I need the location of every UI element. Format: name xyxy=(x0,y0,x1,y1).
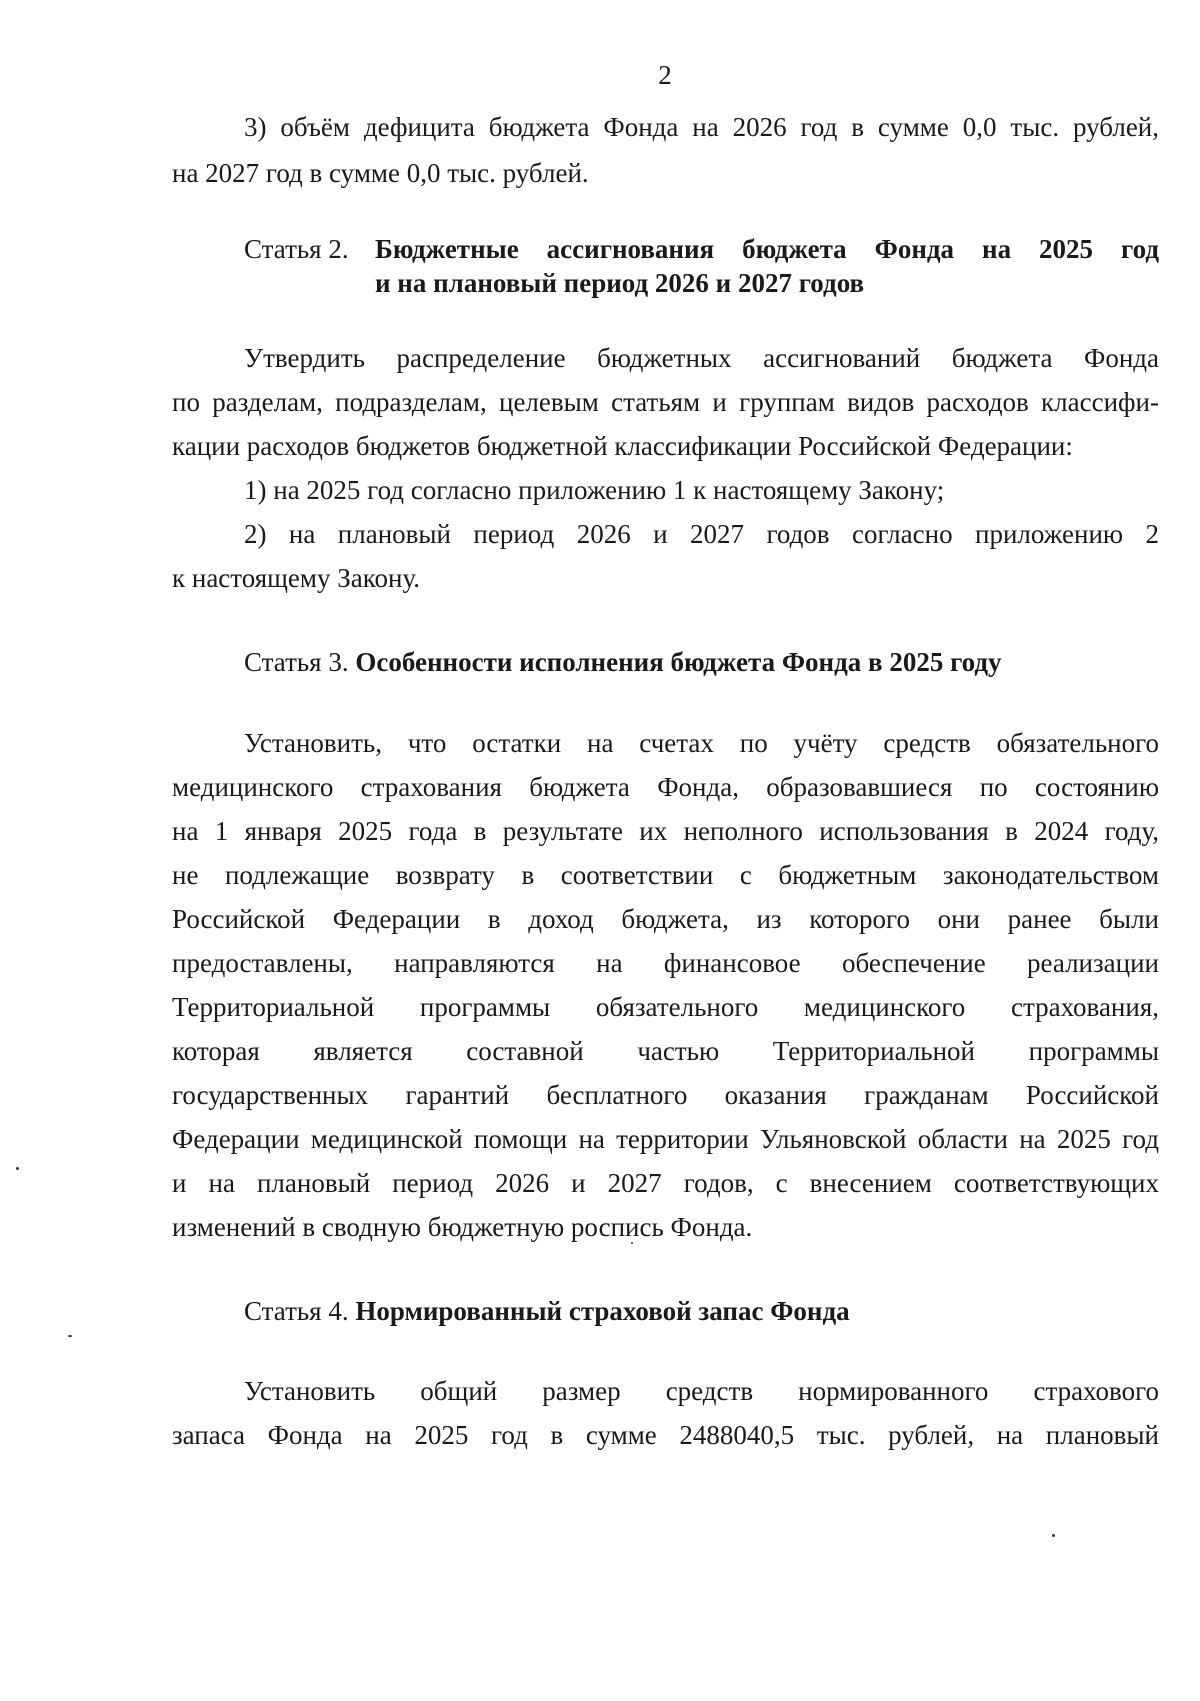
article-3-line: Территориальной программы обязательного медицинского страхования, xyxy=(172,992,1159,1022)
scan-speck xyxy=(631,1242,633,1244)
article-3-line: которая является составной частью Территориальной программы xyxy=(172,1036,1159,1066)
article-2-title-line-1: Бюджетные ассигнования бюджета Фонда на 2025 год xyxy=(375,234,1159,264)
article-3-line: государственных гарантий бесплатного оказания гражданам Российской xyxy=(172,1080,1159,1110)
article-2-line: 1) на 2025 год согласно приложению 1 к настоящему Закону; xyxy=(244,475,945,505)
article-3-label: Статья 3. xyxy=(244,647,349,677)
article-4-title: Нормированный страховой запас Фонда xyxy=(355,1296,850,1326)
article-3-line: Установить, что остатки на счетах по учёту средств обязательного xyxy=(244,728,1159,758)
article-3-line: не подлежащие возврату в соответствии с бюджетным законодательством xyxy=(172,860,1159,890)
scan-speck xyxy=(1052,1534,1055,1537)
scan-speck xyxy=(68,1335,72,1337)
article-4-heading xyxy=(244,1294,1159,1328)
article-3-heading xyxy=(244,645,1159,679)
article-2-line: по разделам, подразделам, целевым статьям и группам видов расходов классифи- xyxy=(172,387,1159,417)
article-2-line: к настоящему Закону. xyxy=(172,563,420,593)
intro-line-2: на 2027 год в сумме 0,0 тыс. рублей. xyxy=(172,158,589,188)
article-4-line: запаса Фонда на 2025 год в сумме 2488040,5 тыс. рублей, на плановый xyxy=(172,1420,1159,1450)
article-2-line: Утвердить распределение бюджетных ассигнований бюджета Фонда xyxy=(244,343,1159,373)
article-3-line: на 1 января 2025 года в результате их неполного использования в 2024 году, xyxy=(172,816,1159,846)
article-2-title-line-2: и на плановый период 2026 и 2027 годов xyxy=(375,268,865,298)
article-2-line: кации расходов бюджетов бюджетной классификации Российской Федерации: xyxy=(172,431,1073,461)
article-3-line: и на плановый период 2026 и 2027 годов, с внесением соответствующих xyxy=(172,1168,1159,1198)
scan-speck xyxy=(16,1167,19,1170)
article-2-label: Статья 2. xyxy=(244,234,349,264)
intro-line-1: 3) объём дефицита бюджета Фонда на 2026 год в сумме 0,0 тыс. рублей, xyxy=(244,112,1159,142)
article-3-line: медицинского страхования бюджета Фонда, образовавшиеся по состоянию xyxy=(172,772,1159,802)
article-3-line: Федерации медицинской помощи на территории Ульяновской области на 2025 год xyxy=(172,1124,1159,1154)
article-2-line: 2) на плановый период 2026 и 2027 годов согласно приложению 2 xyxy=(244,519,1159,549)
article-4-line: Установить общий размер средств нормированного страхового xyxy=(244,1376,1159,1406)
article-3-title: Особенности исполнения бюджета Фонда в 2025 году xyxy=(355,647,1002,677)
page-number: 2 xyxy=(658,60,672,90)
article-3-line: предоставлены, направляются на финансовое обеспечение реализации xyxy=(172,948,1159,978)
article-4-label: Статья 4. xyxy=(244,1296,349,1326)
article-3-line: Российской Федерации в доход бюджета, из которого они ранее были xyxy=(172,904,1159,934)
article-3-line: изменений в сводную бюджетную роспись Фонда. xyxy=(172,1212,753,1242)
